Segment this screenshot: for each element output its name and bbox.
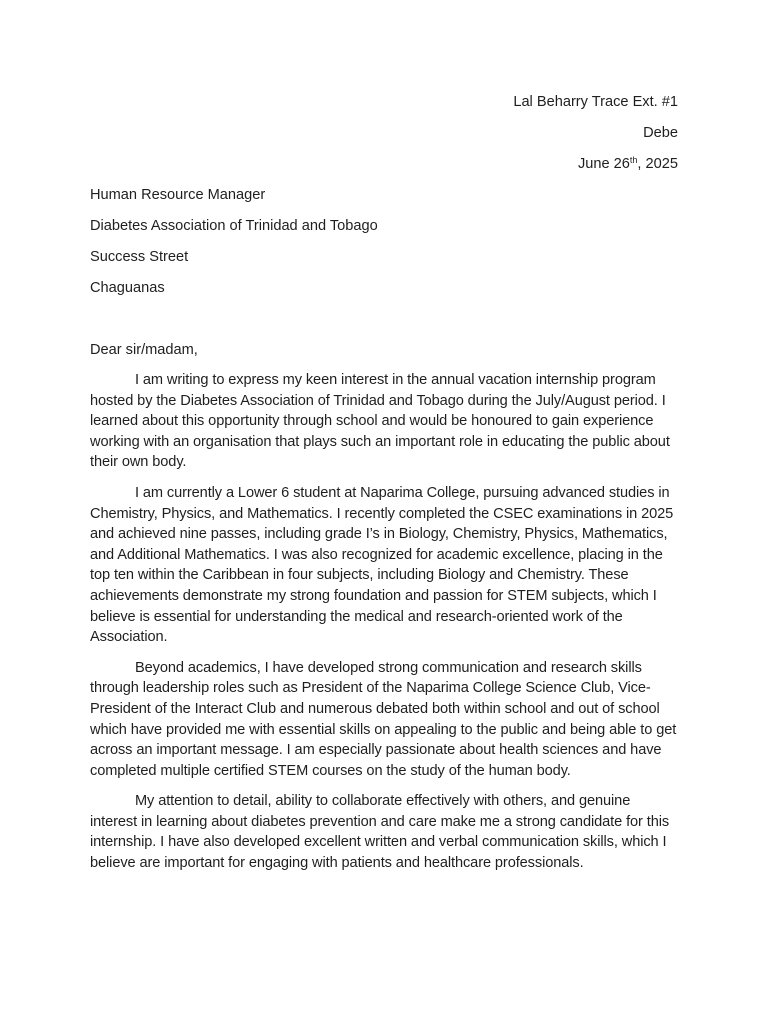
recipient-title: Human Resource Manager: [90, 187, 266, 203]
date-year: , 2025: [637, 156, 678, 172]
body-paragraph-leadership: Beyond academics, I have developed strong communication and research skills through leadership roles such as President of the Naparima College Science Club, Vice-President of the Interact Club and numerous debated both within school and out of school which have provided me with essential skills on appealing to the public and being able to get across an important message. I am especially passionate about health sciences and have completed multiple certified STEM courses on the study of the human body.: [90, 659, 677, 779]
recipient-street: Success Street: [90, 249, 189, 265]
recipient-city: Chaguanas: [90, 280, 165, 296]
recipient-organisation: Diabetes Association of Trinidad and Tobago: [90, 218, 378, 234]
sender-address: Lal Beharry Trace Ext. #1: [513, 94, 678, 110]
sender-block: [513, 92, 678, 185]
letter-body: [90, 370, 680, 884]
body-paragraph-academics: I am currently a Lower 6 student at Naparima College, pursuing advanced studies in Chemistry, Physics, and Mathematics. I recently completed the CSEC examinations in 2025 and achieved nine passes, including grade I’s in Biology, Chemistry, Physics, Mathematics, and Additional Mathematics. I was also recognized for academic excellence, placing in the top ten within the Caribbean in four subjects, including Biology and Chemistry. These achievements demonstrate my strong foundation and passion for STEM subjects, which I believe is essential for understanding the medical and research-oriented work of the Association.: [90, 484, 674, 646]
date-day: June 26: [577, 156, 630, 172]
body-paragraph-intro: I am writing to express my keen interest in the annual vacation internship program hosted by the Diabetes Association of Trinidad and Tobago during the July/August period. I learned about this opportunity through school and would be honoured to gain experience working with an organisation that plays such an important role in educating the public about their own body.: [90, 372, 670, 471]
letter-date: [513, 154, 678, 185]
date-ordinal: th: [629, 155, 638, 165]
letter-page: [90, 0, 678, 1024]
salutation: Dear sir/madam,: [90, 342, 198, 358]
sender-town: Debe: [643, 125, 678, 141]
recipient-block: [90, 185, 378, 309]
body-paragraph-qualities: My attention to detail, ability to collaborate effectively with others, and genuine interest in learning about diabetes prevention and care make me a strong candidate for this internship. I have also developed excellent written and verbal communication skills, which I believe are important for engaging with patients and healthcare professionals.: [90, 793, 670, 872]
